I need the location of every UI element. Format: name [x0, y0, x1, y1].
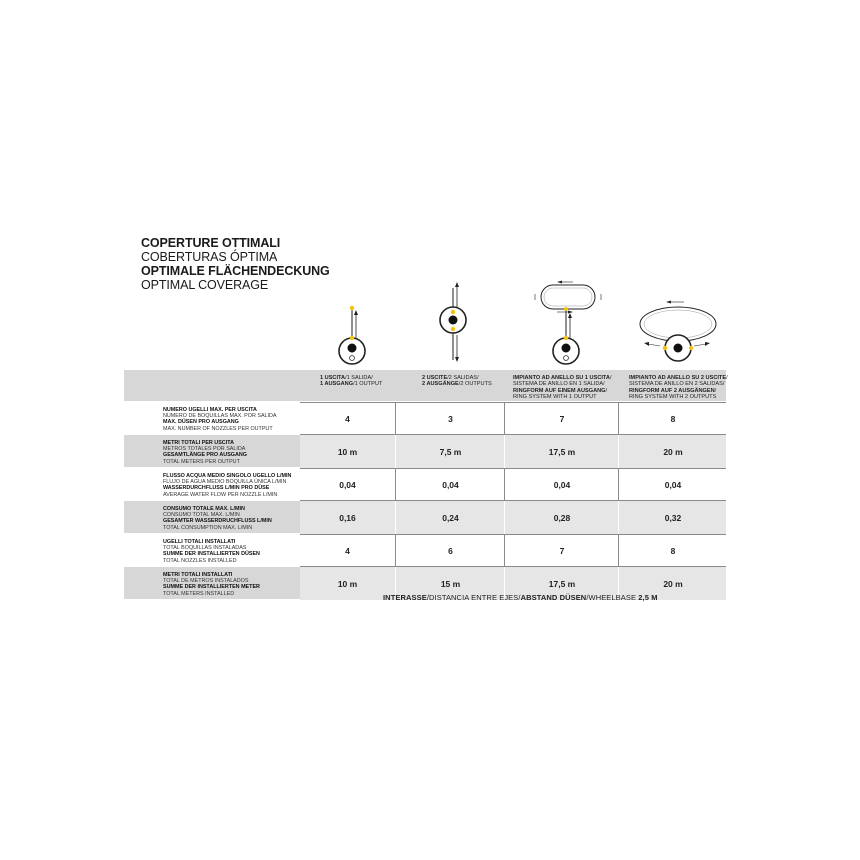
table-cell: 0,16: [339, 512, 356, 523]
table-cell: 7,5 m: [395, 435, 505, 468]
table-row: [124, 534, 726, 567]
row-label: METRI TOTALI INSTALLATI TOTAL DE METROS INSTALADOS SUMME DER INSTALLIERTEN METER TOTAL METERS INSTALLED: [124, 567, 300, 600]
row-label: FLUSSO ACQUA MEDIO SINGOLO UGELLO L/MIN FLUJO DE AGUA MEDIO BOQUILLA ÚNICA L/MIN WASSERDURCHFLUSS L/MIN PRO DÜSE AVERAGE WATER FLOW PER NOZZLE L/MIN: [124, 468, 300, 501]
table-row: [124, 501, 726, 534]
table-cell: 0,04: [618, 469, 727, 500]
title-de: OPTIMALE FLÄCHENDECKUNG: [141, 264, 330, 278]
title-en: OPTIMAL COVERAGE: [141, 278, 269, 292]
table-row: [124, 468, 726, 501]
table-cell: 10 m: [337, 446, 358, 457]
table-header: [124, 370, 726, 402]
table-cell: 0,24: [395, 501, 505, 534]
coverage-diagrams: [0, 280, 860, 370]
row-values: [300, 501, 726, 535]
title-it: COPERTURE OTTIMALI: [141, 236, 281, 250]
table-cell: 7: [504, 403, 619, 434]
table-cell: 0,32: [618, 501, 727, 534]
table-cell: 15 m: [395, 567, 505, 600]
table-row: [124, 435, 726, 468]
table-cell: 8: [618, 535, 727, 566]
table-cell: 17,5 m: [504, 435, 619, 468]
table-cell: 8: [618, 403, 727, 434]
row-values: [300, 534, 726, 567]
row-values: [300, 402, 726, 435]
table-cell: 6: [395, 535, 505, 566]
row-label: NUMERO UGELLI MAX. PER USCITA NUMERO DE BOQUILLAS MAX. POR SALIDA MAX. DÜSEN PRO AUSGANG MAX. NUMBER OF NOZZLES PER OUTPUT: [124, 402, 300, 435]
table-cell: 4: [345, 413, 350, 424]
table-cell: 4: [345, 545, 350, 556]
column-header: 2 USCITE/2 SALIDAS/ 2 AUSGÄNGE/2 OUTPUTS: [422, 375, 492, 388]
column-header: IMPIANTO AD ANELLO SU 1 USCITA/ SISTEMA DE ANILLO EN 1 SALIDA/ RINGFORM AUF EINEM AUSGANG/ RING SYSTEM WITH 1 OUTPUT: [513, 375, 612, 400]
column-header: 1 USCITA/1 SALIDA/ 1 AUSGANG/1 OUTPUT: [320, 375, 383, 388]
table-cell: 0,04: [395, 469, 505, 500]
table-cell: 0,04: [339, 479, 356, 490]
row-values: [300, 468, 726, 501]
table-cell: 20 m: [618, 435, 727, 468]
row-label: UGELLI TOTALI INSTALLATI TOTAL BOQUILLAS INSTALADAS SUMME DER INSTALLIERTEN DÜSEN TOTAL NOZZLES INSTALLED: [124, 534, 300, 567]
table-row: [124, 402, 726, 435]
ring-single-output-diagram: [533, 280, 603, 370]
row-values: [300, 435, 726, 469]
table-cell: 7: [504, 535, 619, 566]
single-output-diagram: [326, 280, 386, 370]
double-output-diagram: [430, 280, 490, 370]
ring-double-output-diagram: [634, 280, 734, 370]
row-label: METRI TOTALI PER USCITA METROS TOTALES POR SALIDA GESAMTLÄNGE PRO AUSGANG TOTAL METERS PER OUTPUT: [124, 435, 300, 468]
column-header: IMPIANTO AD ANELLO SU 2 USCITE/ SISTEMA DE ANILLO EN 2 SALIDAS/ RINGFORM AUF 2 AUSGÄNGEN/ RING SYSTEM WITH 2 OUTPUTS: [629, 375, 728, 400]
table-cell: 0,28: [504, 501, 619, 534]
wheelbase-footer: INTERASSE/DISTANCIA ENTRE EJES/ABSTAND DÜSEN/WHEELBASE 2,5 M: [383, 593, 658, 602]
table-cell: 20 m: [618, 567, 727, 600]
table-cell: 0,04: [504, 469, 619, 500]
table-cell: 3: [395, 403, 505, 434]
title-es: COBERTURAS ÓPTIMA: [141, 250, 278, 264]
table-cell: 17,5 m: [504, 567, 619, 600]
table-cell: 10 m: [337, 578, 358, 589]
row-label: CONSUMO TOTALE MAX. L/MIN CONSUMO TOTAL MAX. L/MIN GESAMTER WASSERDRUCHFLUSS L/MIN TOTAL CONSUMPTION MAX. L/MIN: [124, 501, 300, 534]
coverage-table: [124, 370, 726, 600]
